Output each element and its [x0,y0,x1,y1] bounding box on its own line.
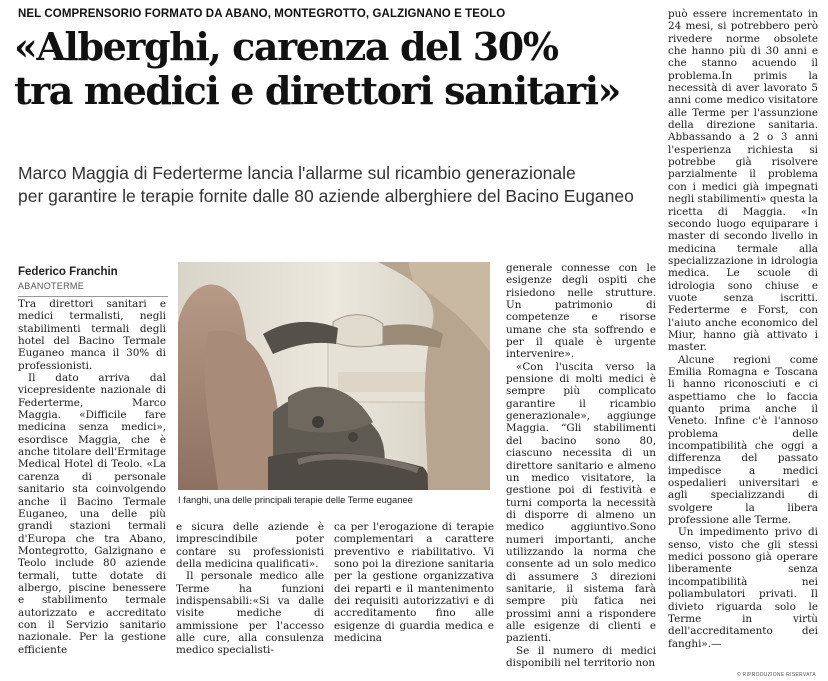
paragraph: ca per l'erogazione di terapie complementari a carattere preventivo e riabilitativo. Vi sono poi la direzione sanitaria per la gestione organizzativa dei reparti e il mantenimento dei requisiti autorizzativi e di accreditamento fino alle esigenze di guardia medica e medicina [334,521,494,645]
author-name: Federico Franchin [18,266,118,278]
paragraph: può essere incrementato in 24 mesi, si potrebbero però rivedere norme obsolete che hanno più di 30 anni e che stanno acuendo il problema.In primis la necessità di aver lavorato 5 anni come medico visitatore alle Terme per l'assunzione della direzione sanitaria. Abbassando a 2 o 3 anni l'esperienza richiesta si potrebbe già risolvere parzialmente il problema con i medici già impegnati negli stabilimenti» questa la ricetta di Maggia. «In secondo luogo equiparare i master di secondo livello in medicina termale alla specializzazione in idrologia medica. Le scuole di idrologia sono chiuse e vuote senza iscritti. Federterme e Forst, con l'aiuto anche economico del Miur, hanno già attivato i master. [668,8,818,354]
headline [14,25,664,113]
copyright-credit: © RIPRODUZIONE RISERVATA [736,672,816,678]
kicker: NEL COMPRENSORIO FORMATO DA ABANO, MONTEGROTTO, GALZIGNANO E TEOLO [18,8,506,20]
article-photo [178,262,490,490]
mud-therapy-photo [178,262,490,490]
article-column-2 [176,521,324,657]
paragraph: generale connesse con le esigenze degli ospiti che risiedono nelle strutture. Un patrimonio di competenze e risorse umane che sta soffrendo e per il quale è urgente intervenire». [506,262,656,361]
article-column-1 [18,298,166,656]
byline [18,266,168,297]
photo-caption: I fanghi, una delle principali terapie delle Terme euganee [178,494,413,505]
headline-line-2: tra medici e direttori sanitari» [14,68,621,113]
paragraph: Tra direttori sanitari e medici termalisti, negli stabilimenti termali degli hotel del Bacino Termale Euganeo manca il 30% di professionisti. [18,298,166,372]
paragraph: Un impedimento privo di senso, visto che gli stessi medici possono già operare liberamente senza incompatibilità nei poliambulatori privati. Il divieto riguarda solo le Terme in virtù dell'accreditamento dei fanghi».— [668,526,818,650]
article-column-3 [334,521,494,644]
article-column-5 [668,8,818,650]
paragraph: e sicura delle aziende è imprescindibile poter contare su professionisti della medicina qualificati». [176,521,324,571]
article-column-4 [506,262,656,669]
headline-line-1: «Alberghi, carenza del 30% [14,24,558,69]
paragraph: Se il numero di medici disponibili nel territorio non [506,644,656,669]
paragraph: «Con l'uscita verso la pensione di molti medici è sempre più complicato garantire il ricambio generazionale», aggiunge Maggia. “Gli stabilimenti del bacino sono 80, ciascuno necessita di un direttore sanitario e almeno un medico visitatore, la gestione poi di festività e turni comporta la necessità di disporre di almeno un medico aggiuntivo.Sono numeri importanti, anche utilizzando la norma che consente ad un solo medico di assumere 3 direzioni sanitarie, il sistema farà sempre più fatica nei prossimi anni a rispondere alle esigenze di clienti e pazienti. [506,360,656,645]
dateline-place: ABANOTERME [18,281,168,297]
subtitle [18,162,668,208]
subtitle-line-1: Marco Maggia di Federterme lancia l'allarme sul ricambio generazionale [18,163,576,183]
subtitle-line-2: per garantire le terapie fornite dalle 80 aziende alberghiere del Bacino Euganeo [18,186,634,206]
paragraph: Il dato arriva dal vicepresidente nazionale di Federterme, Marco Maggia. «Difficile fare medicina senza medici», esordisce Maggia, che è anche titolare dell'Ermitage Medical Hotel di Teolo. «La carenza di personale sanitario sta coinvolgendo anche il Bacino Termale Euganeo, una delle più grandi stazioni termali d'Europa che tra Abano, Montegrotto, Galzignano e Teolo include 80 aziende termali, tutte dotate di albergo, piscine benessere e stabilimento termale autorizzato e accreditato con il Servizio sanitario nazionale. Per la gestione efficiente [18,372,166,656]
paragraph: Il personale medico alle Terme ha funzioni indispensabili:«Si va dalle visite mediche di ammissione per l'accesso alle cure, alla consulenza medico specialisti- [176,570,324,657]
paragraph: Alcune regioni come Emilia Romagna e Toscana li hanno riconosciuti e ci aspettiamo che lo faccia quanto prima anche il Veneto. Infine c'è l'annoso problema delle incompatibilità che oggi a differenza del passato impedisce a medici ospedalieri universitari e agli specializzandi di svolgere la libera professione alle Terme. [668,353,818,527]
